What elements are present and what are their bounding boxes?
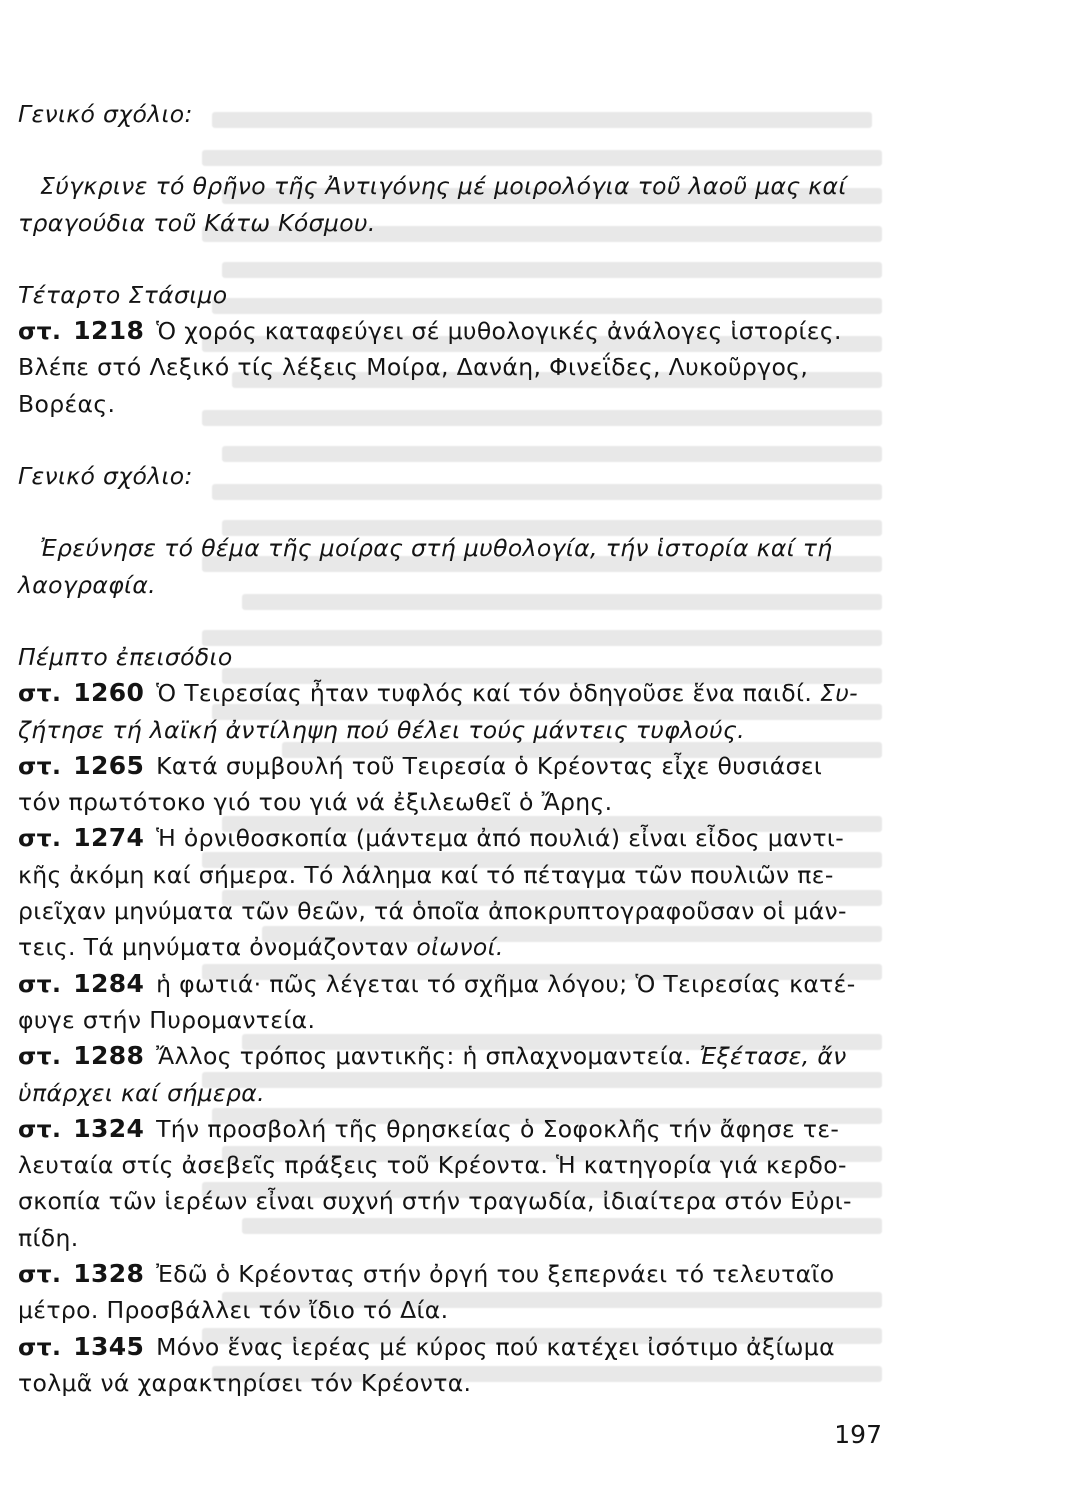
verse-label: στ. bbox=[18, 1114, 62, 1143]
verse-label: στ. bbox=[18, 824, 62, 853]
note-term-italic: οἰωνοί. bbox=[416, 933, 504, 962]
verse-label: στ. bbox=[18, 1042, 62, 1071]
verse-number: 1284 bbox=[73, 968, 145, 998]
verse-number: 1328 bbox=[73, 1259, 145, 1289]
main-text bbox=[18, 96, 882, 1401]
note-text: ριεῖχαν μηνύματα τῶν θεῶν, τά ὁποῖα ἀποκρυπτογραφοῦσαν οἱ μάν- bbox=[18, 897, 847, 926]
note-text: μέτρο. Προσβάλλει τόν ἴδιο τό Δία. bbox=[18, 1296, 449, 1325]
note-1265 bbox=[18, 748, 882, 821]
note-text: τεις. Τά μηνύματα ὀνομάζονταν bbox=[18, 933, 409, 962]
note-task-italic: Ἐξέτασε, ἄν bbox=[699, 1042, 847, 1071]
note-text: Ἄλλος τρόπος μαντικῆς: ἡ σπλαχνομαντεία. bbox=[156, 1042, 692, 1071]
note-text: Ὁ χορός καταφεύγει σέ μυθολογικές ἀνάλογες ἱστορίες. bbox=[156, 317, 842, 346]
note-text: πίδη. bbox=[18, 1223, 79, 1252]
comment-fate-theme-line2: λαογραφία. bbox=[18, 570, 157, 599]
note-text: κῆς ἀκόμη καί σήμερα. Τό λάλημα καί τό πέταγμα τῶν πουλιῶν πε- bbox=[18, 860, 834, 889]
note-text: τολμᾶ νά χαρακτηρίσει τόν Κρέοντα. bbox=[18, 1368, 472, 1397]
note-text: Ὁ Τειρεσίας ἦταν τυφλός καί τόν ὁδηγοῦσε ἕνα παιδί. bbox=[156, 679, 813, 708]
verse-label: στ. bbox=[18, 751, 62, 780]
note-1218 bbox=[18, 313, 882, 422]
verse-number: 1345 bbox=[73, 1331, 145, 1361]
note-text: σκοπία τῶν ἱερέων εἶναι συχνή στήν τραγωδία, ἰδιαίτερα στόν Εὐρι- bbox=[18, 1187, 852, 1216]
note-1288 bbox=[18, 1038, 882, 1111]
note-text: ἡ φωτιά· πῶς λέγεται τό σχῆμα λόγου; Ὁ Τειρεσίας κατέ- bbox=[156, 969, 856, 998]
comment-fate-theme-line1: Ἐρεύνησε τό θέμα τῆς μοίρας στή μυθολογία, τήν ἱστορία καί τή bbox=[40, 534, 833, 563]
note-task-italic: ὑπάρχει καί σήμερα. bbox=[18, 1078, 265, 1107]
note-text: Βλέπε στό Λεξικό τίς λέξεις Μοίρα, Δανάη, Φινεΐδες, Λυκοῦργος, bbox=[18, 353, 809, 382]
verse-label: στ. bbox=[18, 1332, 62, 1361]
note-text: Ἡ ὀρνιθοσκοπία (μάντεμα ἀπό πουλιά) εἶναι εἶδος μαντι- bbox=[156, 824, 845, 853]
comment-compare-lament-line2: τραγούδια τοῦ Κάτω Κόσμου. bbox=[18, 208, 376, 237]
verse-label: στ. bbox=[18, 969, 62, 998]
note-1328 bbox=[18, 1256, 882, 1329]
section-heading-general-comment: Γενικό σχόλιο: bbox=[18, 462, 193, 491]
note-text: φυγε στήν Πυρομαντεία. bbox=[18, 1005, 316, 1034]
verse-number: 1324 bbox=[73, 1113, 145, 1143]
comment-compare-lament-line1: Σύγκρινε τό θρῆνο τῆς Ἀντιγόνης μέ μοιρολόγια τοῦ λαοῦ μας καί bbox=[40, 172, 847, 201]
verse-label: στ. bbox=[18, 1260, 62, 1289]
verse-number: 1260 bbox=[73, 678, 145, 708]
note-task-italic: ζήτησε τή λαϊκή ἀντίληψη πού θέλει τούς μάντεις τυφλούς. bbox=[18, 715, 745, 744]
note-text: Μόνο ἕνας ἱερέας μέ κύρος πού κατέχει ἰσότιμο ἀξίωμα bbox=[156, 1332, 835, 1361]
verse-number: 1265 bbox=[73, 750, 145, 780]
section-heading-fifth-episode: Πέμπτο ἐπεισόδιο bbox=[18, 642, 233, 671]
note-text: λευταία στίς ἀσεβεῖς πράξεις τοῦ Κρέοντα. Ἡ κατηγορία γιά κερδο- bbox=[18, 1151, 847, 1180]
note-task-italic: Συ- bbox=[820, 679, 858, 708]
note-text: Κατά συμβουλή τοῦ Τειρεσία ὁ Κρέοντας εἶχε θυσιάσει bbox=[156, 751, 823, 780]
note-1284 bbox=[18, 966, 882, 1039]
verse-label: στ. bbox=[18, 679, 62, 708]
section-heading-fourth-stasimon: Τέταρτο Στάσιμο bbox=[18, 280, 228, 309]
section-heading-general-comment: Γενικό σχόλιο: bbox=[18, 100, 193, 128]
note-text: Τήν προσβολή τῆς θρησκείας ὁ Σοφοκλῆς τήν ἄφησε τε- bbox=[156, 1114, 840, 1143]
verse-number: 1288 bbox=[73, 1041, 145, 1071]
note-text: Βορέας. bbox=[18, 389, 116, 418]
note-text: τόν πρωτότοκο γιό του γιά νά ἐξιλεωθεῖ ὁ Ἄρης. bbox=[18, 788, 613, 817]
verse-label: στ. bbox=[18, 317, 62, 346]
verse-number: 1274 bbox=[73, 823, 145, 853]
page-number: 197 bbox=[834, 1420, 882, 1449]
note-1324 bbox=[18, 1111, 882, 1256]
note-1260 bbox=[18, 675, 882, 748]
note-text: Ἐδῶ ὁ Κρέοντας στήν ὀργή του ξεπερνάει τό τελευταῖο bbox=[156, 1260, 835, 1289]
note-1274 bbox=[18, 820, 882, 965]
note-1345 bbox=[18, 1329, 882, 1402]
verse-number: 1218 bbox=[73, 316, 145, 346]
